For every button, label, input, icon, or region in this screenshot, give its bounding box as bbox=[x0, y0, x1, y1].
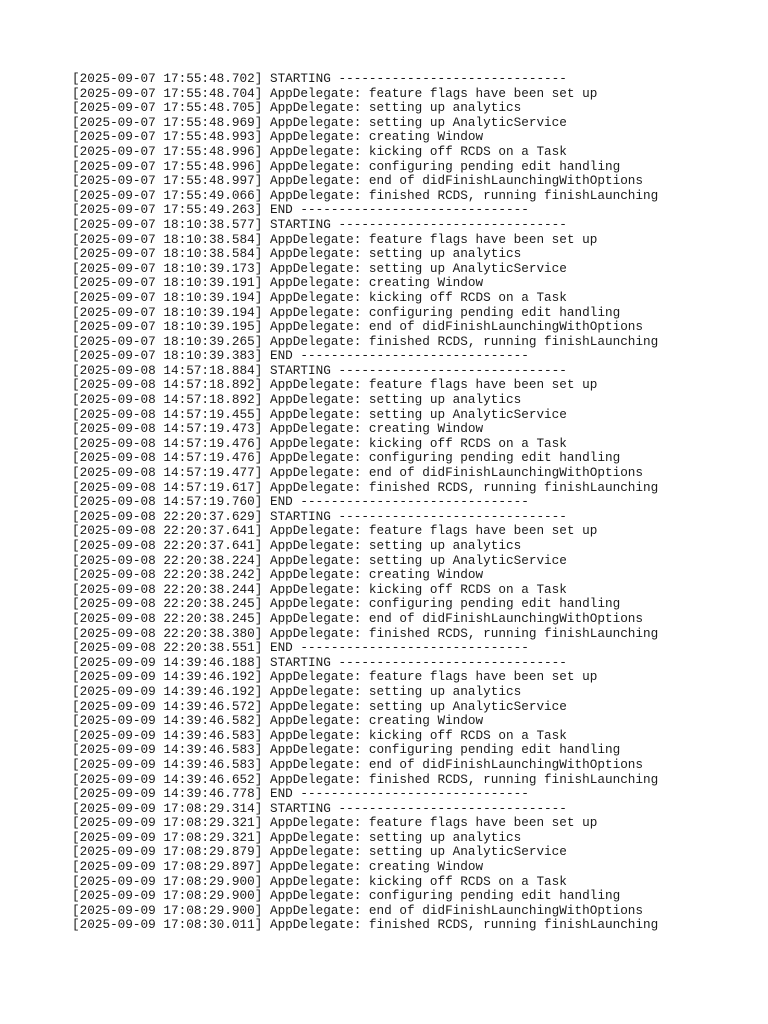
log-line: [2025-09-09 17:08:29.321] AppDelegate: setting up analytics bbox=[72, 829, 522, 845]
log-line: [2025-09-07 17:55:48.993] AppDelegate: creating Window bbox=[72, 129, 484, 145]
log-line: [2025-09-09 14:39:46.778] END ------------------------------ bbox=[72, 786, 529, 802]
log-line: [2025-09-08 22:20:37.641] AppDelegate: setting up analytics bbox=[72, 538, 522, 553]
log-line: [2025-09-07 17:55:48.969] AppDelegate: setting up AnalyticService bbox=[72, 114, 567, 130]
log-line: [2025-09-08 22:20:38.551] END ------------------------------ bbox=[72, 640, 529, 656]
log-line: [2025-09-09 14:39:46.572] AppDelegate: setting up AnalyticService bbox=[72, 698, 567, 714]
log-line: [2025-09-08 22:20:38.242] AppDelegate: creating Window bbox=[72, 567, 484, 583]
log-line: [2025-09-07 18:10:39.191] AppDelegate: creating Window bbox=[72, 275, 484, 291]
log-line: [2025-09-08 22:20:37.641] AppDelegate: feature flags have been set up bbox=[72, 523, 598, 539]
log-line: [2025-09-09 17:08:29.314] STARTING ------------------------------ bbox=[72, 800, 567, 816]
log-line: [2025-09-08 14:57:18.892] AppDelegate: setting up analytics bbox=[72, 392, 522, 408]
log-line: [2025-09-09 14:39:46.582] AppDelegate: creating Window bbox=[72, 713, 484, 729]
log-line: [2025-09-07 18:10:38.584] AppDelegate: setting up analytics bbox=[72, 246, 522, 262]
log-text bbox=[72, 72, 658, 933]
log-line: [2025-09-09 17:08:29.879] AppDelegate: setting up AnalyticService bbox=[72, 844, 567, 860]
log-line: [2025-09-07 17:55:48.997] AppDelegate: end of didFinishLaunchingWithOptions bbox=[72, 173, 644, 189]
log-line: [2025-09-07 18:10:39.173] AppDelegate: setting up AnalyticService bbox=[72, 260, 567, 276]
log-line: [2025-09-09 14:39:46.188] STARTING ------------------------------ bbox=[72, 654, 567, 670]
log-line: [2025-09-07 17:55:48.704] AppDelegate: feature flags have been set up bbox=[72, 85, 598, 101]
log-line: [2025-09-07 17:55:49.263] END ------------------------------ bbox=[72, 202, 529, 218]
log-line: [2025-09-08 14:57:18.884] STARTING ------------------------------ bbox=[72, 362, 567, 378]
log-line: [2025-09-07 17:55:49.066] AppDelegate: finished RCDS, running finishLaunching bbox=[72, 187, 659, 203]
log-line: [2025-09-09 17:08:29.900] AppDelegate: configuring pending edit handling bbox=[72, 888, 621, 904]
log-line: [2025-09-08 14:57:19.476] AppDelegate: kicking off RCDS on a Task bbox=[72, 435, 567, 451]
log-line: [2025-09-09 17:08:29.897] AppDelegate: creating Window bbox=[72, 859, 484, 875]
log-line: [2025-09-07 17:55:48.996] AppDelegate: configuring pending edit handling bbox=[72, 158, 621, 174]
log-line: [2025-09-07 18:10:38.584] AppDelegate: feature flags have been set up bbox=[72, 231, 598, 247]
log-line: [2025-09-07 17:55:48.705] AppDelegate: setting up analytics bbox=[72, 100, 522, 116]
log-line: [2025-09-07 17:55:48.996] AppDelegate: kicking off RCDS on a Task bbox=[72, 143, 567, 159]
log-line: [2025-09-09 14:39:46.192] AppDelegate: setting up analytics bbox=[72, 683, 522, 699]
log-line: [2025-09-07 18:10:39.383] END ------------------------------ bbox=[72, 348, 529, 364]
log-line: [2025-09-07 18:10:38.577] STARTING ------------------------------ bbox=[72, 216, 567, 232]
log-line: [2025-09-07 17:55:48.702] STARTING ------------------------------ bbox=[72, 71, 567, 86]
log-line: [2025-09-07 18:10:39.194] AppDelegate: kicking off RCDS on a Task bbox=[72, 289, 567, 305]
log-line: [2025-09-09 17:08:29.900] AppDelegate: end of didFinishLaunchingWithOptions bbox=[72, 902, 644, 918]
log-line: [2025-09-09 17:08:30.011] AppDelegate: finished RCDS, running finishLaunching bbox=[72, 917, 659, 933]
log-line: [2025-09-08 22:20:38.244] AppDelegate: kicking off RCDS on a Task bbox=[72, 581, 567, 597]
log-line: [2025-09-09 14:39:46.652] AppDelegate: finished RCDS, running finishLaunching bbox=[72, 771, 659, 787]
log-line: [2025-09-08 14:57:19.477] AppDelegate: end of didFinishLaunchingWithOptions bbox=[72, 465, 644, 481]
log-line: [2025-09-09 14:39:46.583] AppDelegate: end of didFinishLaunchingWithOptions bbox=[72, 756, 644, 772]
log-line: [2025-09-07 18:10:39.195] AppDelegate: end of didFinishLaunchingWithOptions bbox=[72, 319, 644, 335]
log-line: [2025-09-08 22:20:37.629] STARTING ------------------------------ bbox=[72, 508, 567, 524]
log-line: [2025-09-08 22:20:38.224] AppDelegate: setting up AnalyticService bbox=[72, 552, 567, 568]
log-line: [2025-09-09 17:08:29.321] AppDelegate: feature flags have been set up bbox=[72, 815, 598, 831]
log-line: [2025-09-08 22:20:38.245] AppDelegate: end of didFinishLaunchingWithOptions bbox=[72, 610, 644, 626]
log-line: [2025-09-08 14:57:19.760] END ------------------------------ bbox=[72, 494, 529, 510]
log-line: [2025-09-08 14:57:19.476] AppDelegate: configuring pending edit handling bbox=[72, 450, 621, 466]
log-line: [2025-09-09 14:39:46.192] AppDelegate: feature flags have been set up bbox=[72, 669, 598, 685]
log-line: [2025-09-08 14:57:19.617] AppDelegate: finished RCDS, running finishLaunching bbox=[72, 479, 659, 495]
log-line: [2025-09-09 17:08:29.900] AppDelegate: kicking off RCDS on a Task bbox=[72, 873, 567, 889]
log-line: [2025-09-07 18:10:39.265] AppDelegate: finished RCDS, running finishLaunching bbox=[72, 333, 659, 349]
log-line: [2025-09-08 22:20:38.380] AppDelegate: finished RCDS, running finishLaunching bbox=[72, 625, 659, 641]
log-line: [2025-09-08 22:20:38.245] AppDelegate: configuring pending edit handling bbox=[72, 596, 621, 612]
log-line: [2025-09-09 14:39:46.583] AppDelegate: configuring pending edit handling bbox=[72, 742, 621, 758]
log-line: [2025-09-08 14:57:19.473] AppDelegate: creating Window bbox=[72, 421, 484, 437]
log-line: [2025-09-07 18:10:39.194] AppDelegate: configuring pending edit handling bbox=[72, 304, 621, 320]
log-line: [2025-09-08 14:57:19.455] AppDelegate: setting up AnalyticService bbox=[72, 406, 567, 422]
log-line: [2025-09-08 14:57:18.892] AppDelegate: feature flags have been set up bbox=[72, 377, 598, 393]
log-line: [2025-09-09 14:39:46.583] AppDelegate: kicking off RCDS on a Task bbox=[72, 727, 567, 743]
